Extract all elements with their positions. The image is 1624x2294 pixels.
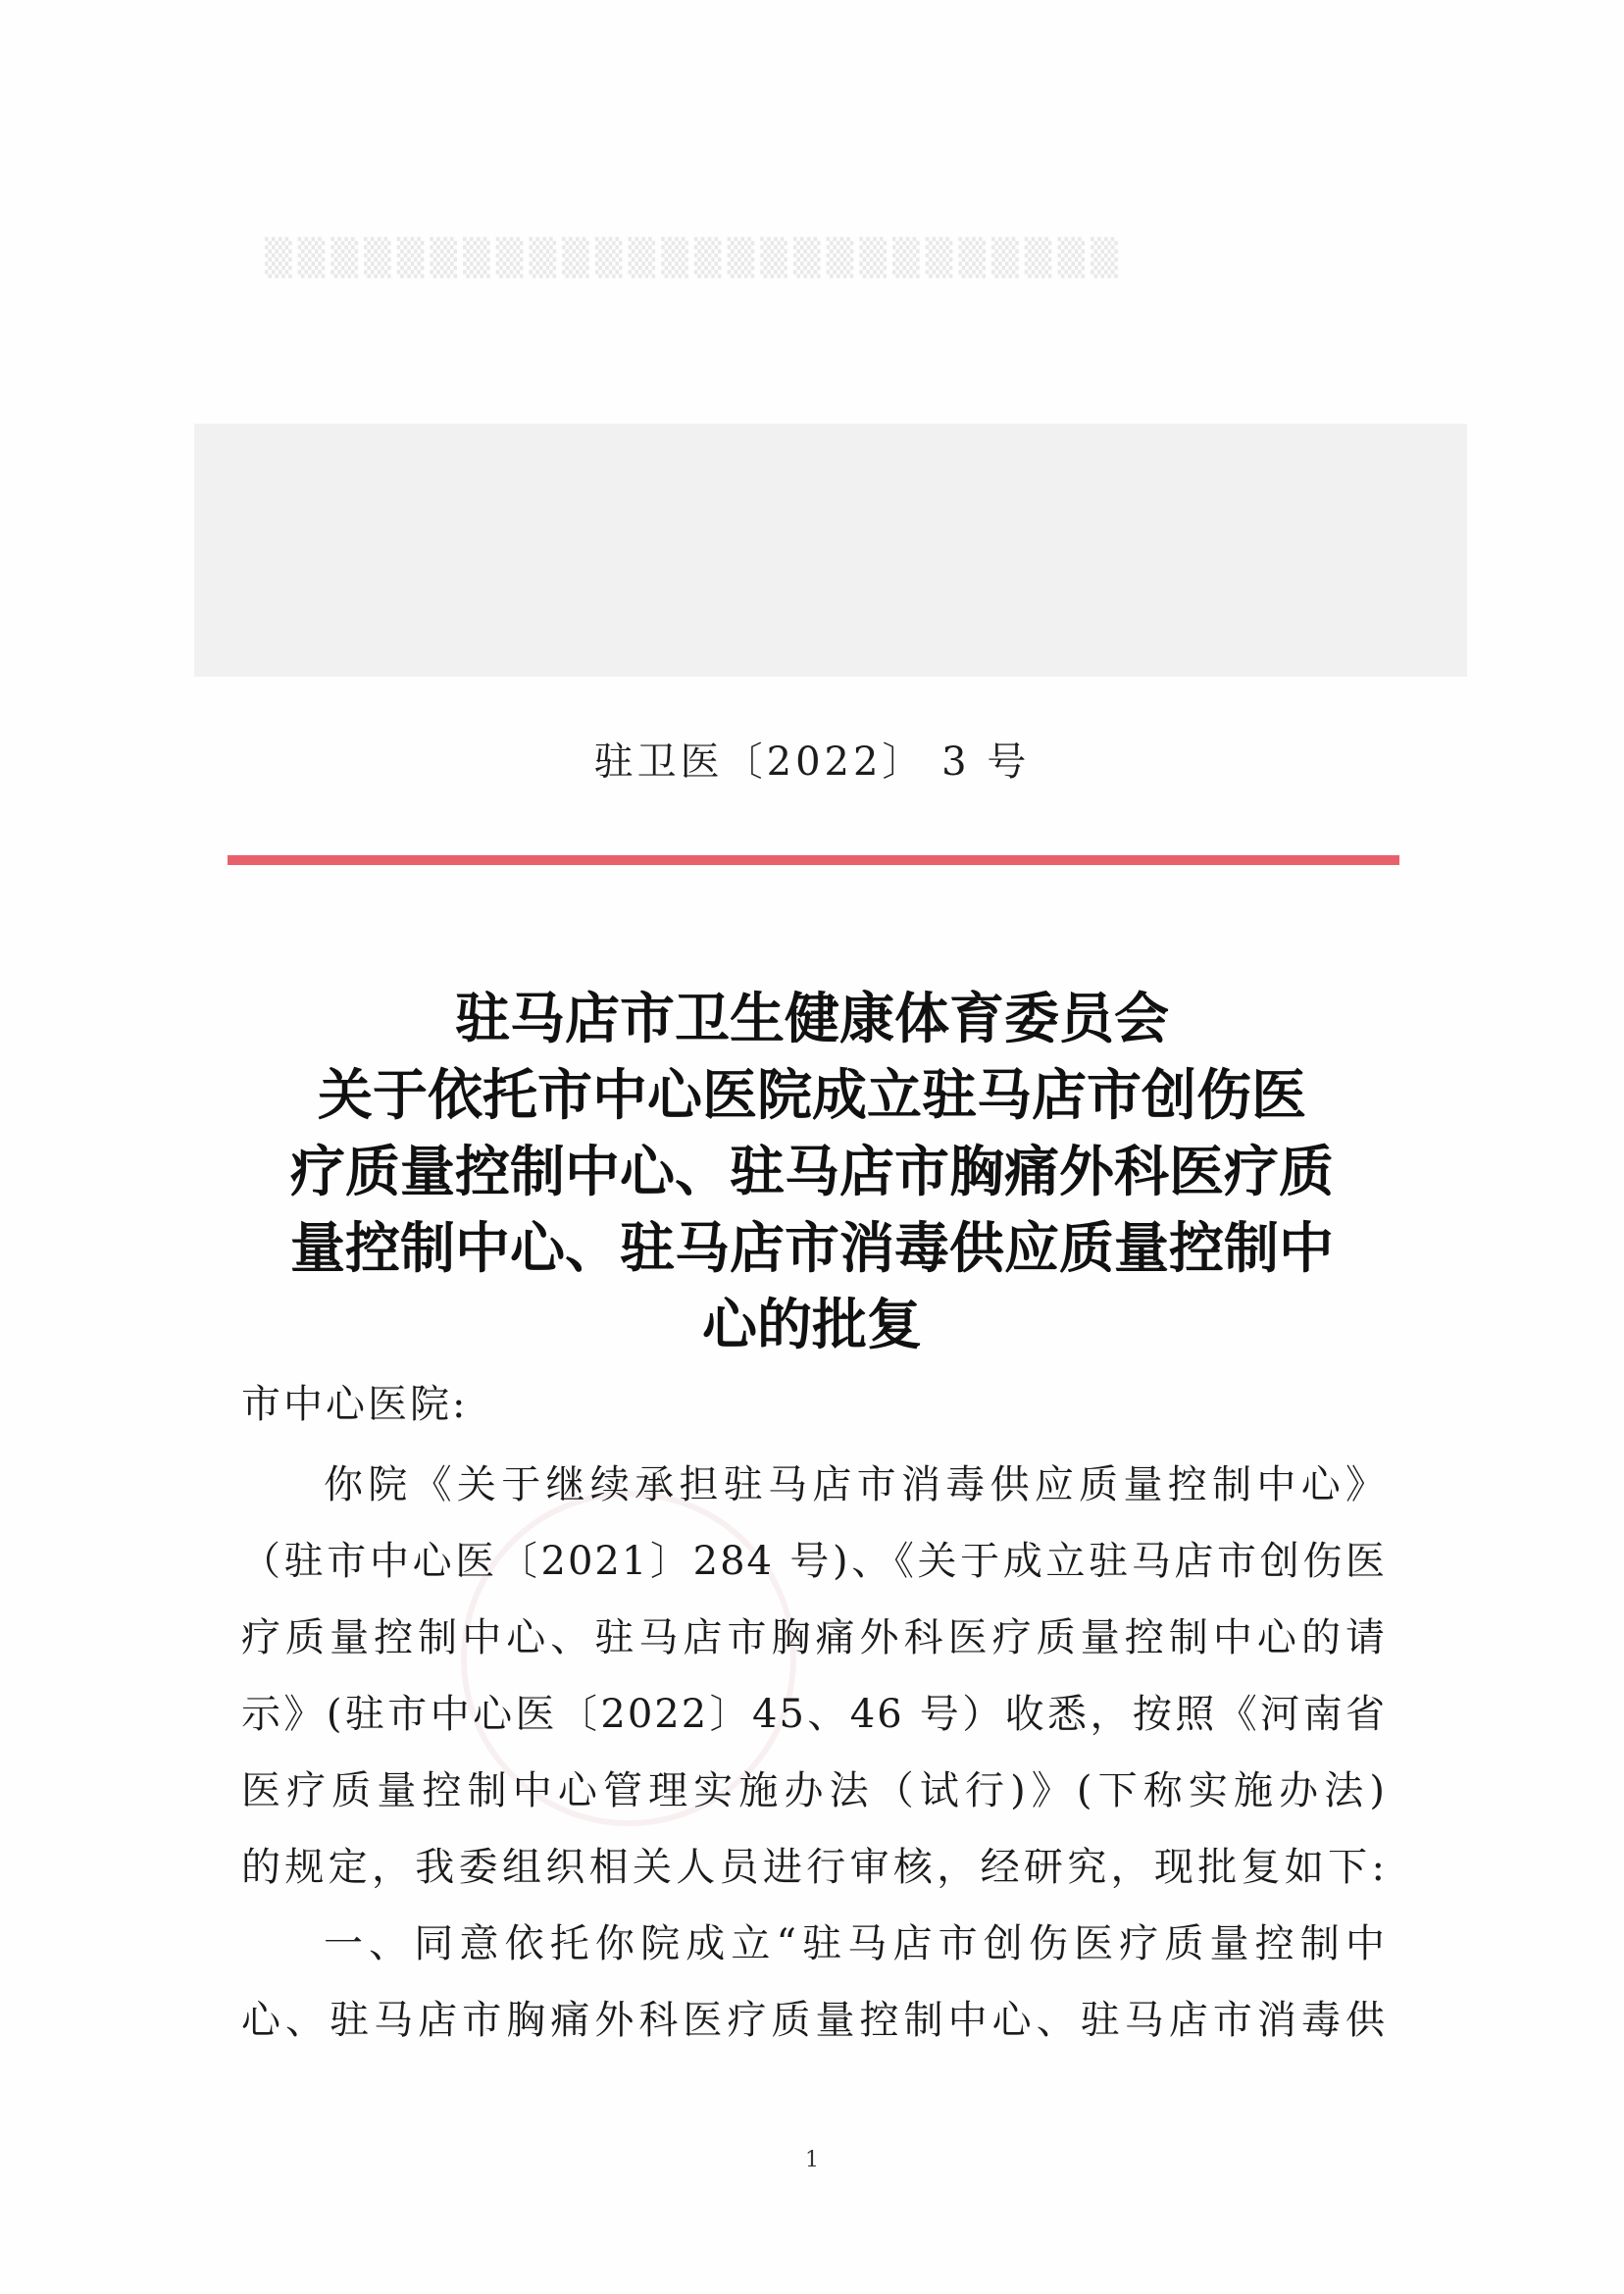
body-line: 你院《关于继续承担驻马店市消毒供应质量控制中心》 xyxy=(324,1462,1387,1507)
bleed-through-text: ▒▒▒▒▒▒▒▒▒▒▒▒▒▒▒▒▒▒▒▒▒▒▒▒▒▒ xyxy=(265,238,1124,279)
body-line: 心、驻马店市胸痛外科医疗质量控制中心、驻马店市消毒供 xyxy=(241,1998,1387,2043)
title-line: 疗质量控制中心、驻马店市胸痛外科医疗质 xyxy=(290,1140,1334,1204)
body-line: 的规定，我委组织相关人员进行审核，经研究，现批复如下: xyxy=(241,1845,1387,1890)
body-line: （驻市中心医〔2021〕284 号)、《关于成立驻马店市创伤医 xyxy=(241,1539,1387,1584)
body-line: 疗质量控制中心、驻马店市胸痛外科医疗质量控制中心的请 xyxy=(241,1615,1387,1660)
page-number: 1 xyxy=(805,2148,819,2172)
title-line: 心的批复 xyxy=(702,1293,922,1357)
title-line: 驻马店市卫生健康体育委员会 xyxy=(455,987,1169,1051)
body-line: 示》(驻市中心医〔2022〕45、46 号）收悉，按照《河南省 xyxy=(241,1692,1387,1737)
addressee: 市中心医院: xyxy=(241,1382,469,1427)
body-line: 一、同意依托你院成立“驻马店市创伤医疗质量控制中 xyxy=(324,1921,1387,1966)
red-divider-rule xyxy=(228,855,1399,865)
body-text xyxy=(241,1447,1387,2059)
body-line: 医疗质量控制中心管理实施办法（试行)》(下称实施办法) xyxy=(241,1768,1387,1813)
title-line: 关于依托市中心医院成立驻马店市创伤医 xyxy=(318,1063,1306,1128)
title-line: 量控制中心、驻马店市消毒供应质量控制中 xyxy=(290,1216,1334,1281)
document-title xyxy=(216,981,1408,1363)
redacted-header-block xyxy=(194,424,1467,677)
document-number: 驻卫医〔2022〕 3 号 xyxy=(593,739,1031,785)
